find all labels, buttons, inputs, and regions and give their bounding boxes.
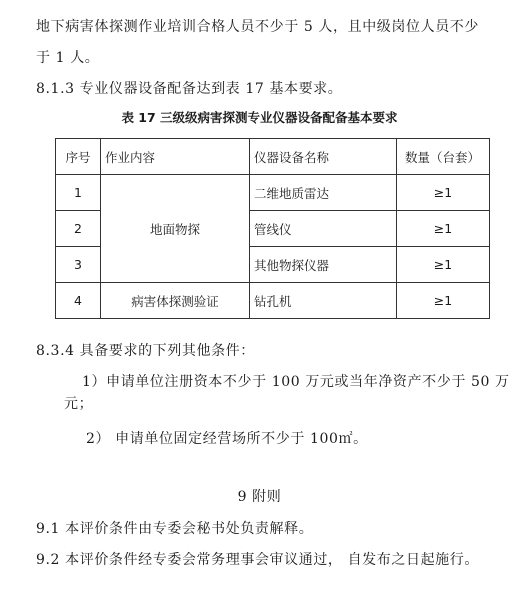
equipment-cell: 管线仪	[250, 211, 397, 247]
paragraph-line: 地下病害体探测作业培训合格人员不少于 5 人，且中级岗位人员不少	[36, 19, 480, 35]
quantity-cell: ≥1	[397, 247, 490, 283]
row-number: 3	[56, 247, 101, 283]
equipment-table	[55, 138, 490, 319]
equipment-cell: 钻孔机	[250, 283, 397, 319]
list-item-1-line: 1）申请单位注册资本不少于 100 万元或当年净资产不少于 50 万	[82, 374, 510, 390]
row-number: 1	[56, 175, 101, 211]
row-number: 4	[56, 283, 101, 319]
table-row	[56, 175, 490, 211]
list-item-1-line: 元；	[64, 396, 94, 412]
clause-9-2: 9.2 本评价条件经专委会常务理事会审议通过， 自发布之日起施行。	[36, 552, 479, 568]
column-header-equipment: 仪器设备名称	[250, 139, 397, 175]
table-caption: 表 17 三级级病害探测专业仪器设备配备基本要求	[121, 110, 398, 125]
quantity-cell: ≥1	[397, 211, 490, 247]
task-cell: 病害体探测验证	[101, 283, 250, 319]
equipment-cell: 其他物探仪器	[250, 247, 397, 283]
equipment-cell: 二维地质雷达	[250, 175, 397, 211]
list-item-2: 2） 申请单位固定经营场所不少于 100㎡。	[86, 431, 368, 447]
section-9-heading: 9 附则	[237, 489, 282, 505]
quantity-cell: ≥1	[397, 283, 490, 319]
clause-8-3-4: 8.3.4 具备要求的下列其他条件：	[36, 343, 255, 359]
column-header-no: 序号	[56, 139, 101, 175]
clause-9-1: 9.1 本评价条件由专委会秘书处负责解释。	[36, 521, 314, 537]
row-number: 2	[56, 211, 101, 247]
clause-8-1-3: 8.1.3 专业仪器设备配备达到表 17 基本要求。	[36, 81, 343, 97]
table-header-row	[56, 139, 490, 175]
quantity-cell: ≥1	[397, 175, 490, 211]
column-header-quantity: 数量（台套）	[397, 139, 490, 175]
table-row	[56, 283, 490, 319]
column-header-task: 作业内容	[101, 139, 250, 175]
paragraph-line: 于 1 人。	[36, 50, 100, 66]
task-cell: 地面物探	[101, 175, 250, 283]
